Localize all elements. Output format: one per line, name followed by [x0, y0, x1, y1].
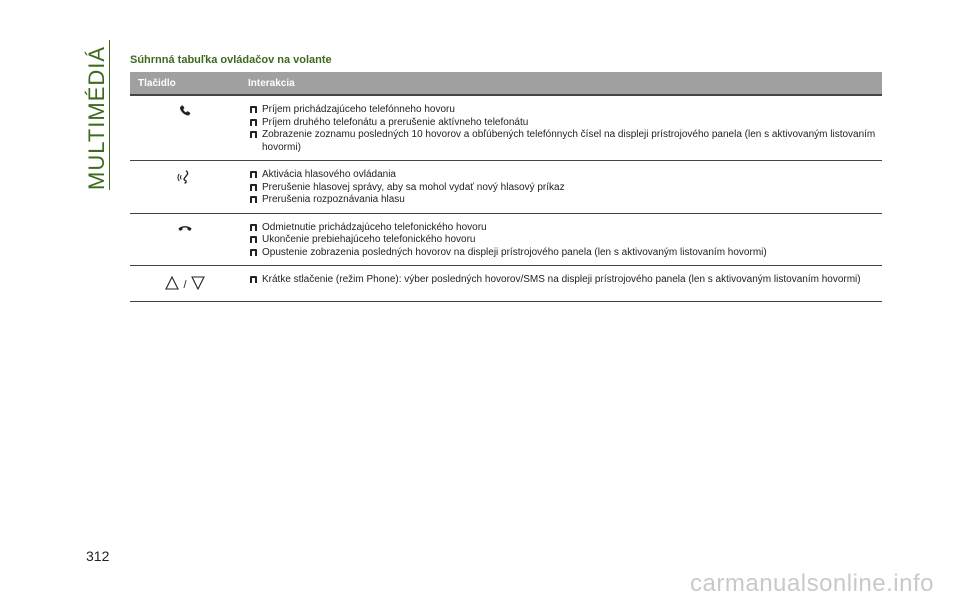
- table-row: [130, 95, 882, 161]
- table-header-row: [130, 72, 882, 95]
- list-item: Prerušenia rozpoznávania hlasu: [250, 194, 878, 207]
- side-tab: [84, 40, 110, 190]
- list-item: Príjem druhého telefonátu a prerušenie aktívneho telefonátu: [250, 117, 878, 130]
- separator: /: [183, 279, 187, 291]
- button-cell: [130, 213, 240, 266]
- down-arrow-icon: [191, 276, 205, 295]
- section-title: Súhrnná tabuľka ovládačov na volante: [130, 54, 332, 66]
- phone-icon: [134, 104, 236, 118]
- list-item: Aktivácia hlasového ovládania: [250, 169, 878, 182]
- up-down-arrows-icon: [134, 276, 236, 295]
- list-item: Krátke stlačenie (režim Phone): výber posledných hovorov/SMS na displeji prístrojového panela (len s aktivovaným listovaním hovormi): [250, 274, 878, 287]
- list-item: Príjem prichádzajúceho telefónneho hovoru: [250, 104, 878, 117]
- table-row: [130, 266, 882, 302]
- interaction-cell: [240, 95, 882, 161]
- interaction-cell: [240, 161, 882, 214]
- list-item: Opustenie zobrazenia posledných hovorov na displeji prístrojového panela (len s aktivovaným listovaním hovormi): [250, 247, 878, 260]
- table-row: [130, 213, 882, 266]
- table-row: [130, 161, 882, 214]
- side-tab-rule: [109, 40, 110, 190]
- list-item: Zobrazenie zoznamu posledných 10 hovorov a obľúbených telefónnych čísel na displeji prístrojového panela (len s aktivovaným listovaním hovormi): [250, 129, 878, 154]
- controls-table: [130, 72, 882, 302]
- interaction-cell: [240, 266, 882, 302]
- list-item: Prerušenie hlasovej správy, aby sa mohol vydať nový hlasový príkaz: [250, 182, 878, 195]
- list-item: Ukončenie prebiehajúceho telefonického hovoru: [250, 234, 878, 247]
- hang-up-icon: [134, 222, 236, 234]
- button-cell: [130, 161, 240, 214]
- list-item: Odmietnutie prichádzajúceho telefonického hovoru: [250, 222, 878, 235]
- header-interaction: Interakcia: [240, 72, 882, 95]
- up-arrow-icon: [165, 276, 179, 295]
- button-cell: [130, 266, 240, 302]
- page-number: 312: [86, 548, 110, 564]
- button-cell: [130, 95, 240, 161]
- interaction-cell: [240, 213, 882, 266]
- header-button: Tlačidlo: [130, 72, 240, 95]
- watermark: carmanualsonline.info: [690, 570, 934, 597]
- voice-command-icon: [134, 169, 236, 185]
- side-tab-label: MULTIMÉDIÁ: [84, 45, 109, 190]
